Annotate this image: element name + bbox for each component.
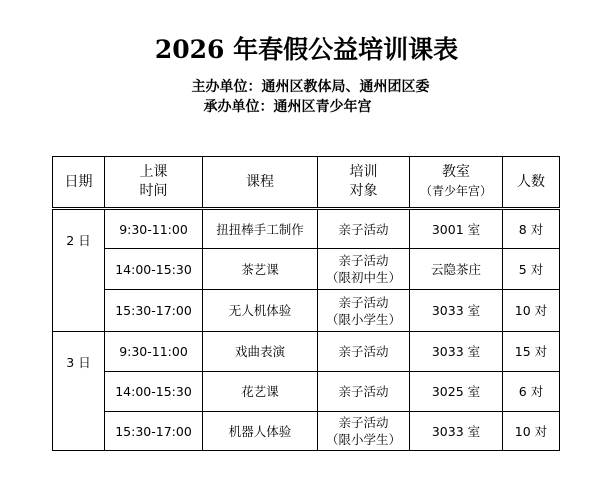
table-row [53,249,560,290]
audience-line: 亲子活动 [338,253,389,268]
header-room-line1: 教室 [442,164,470,180]
header-course: 课程 [203,157,318,209]
room-cell: 云隐茶庄 [410,249,503,290]
table-row [53,372,560,412]
count-cell: 10 对 [503,290,560,332]
header-row [53,157,560,209]
organizer-line: 主办单位：通州区教体局、通州团区委 [191,79,430,95]
room-cell: 3025 室 [410,372,503,412]
count-cell: 10 对 [503,412,560,451]
header-audience [318,157,410,209]
header-room [410,157,503,209]
table-row [53,332,560,372]
table-row [53,209,560,249]
time-cell: 15:30-17:00 [105,290,203,332]
count-cell: 5 对 [503,249,560,290]
course-cell: 花艺课 [203,372,318,412]
time-cell: 14:00-15:30 [105,372,203,412]
header-count: 人数 [503,157,560,209]
table-row [53,290,560,332]
room-cell: 3033 室 [410,412,503,451]
audience-note: （限小学生） [325,311,401,327]
header-date: 日期 [53,157,105,209]
schedule-table [52,156,560,451]
time-cell: 15:30-17:00 [105,412,203,451]
header-audience-line1: 培训 [349,164,378,180]
date-cell: 2 日 [53,209,105,332]
co-organizer-line: 承办单位：通州区青少年宫 [203,99,372,115]
room-cell: 3033 室 [410,332,503,372]
audience-cell [318,412,410,451]
count-cell: 8 对 [503,209,560,249]
audience-line: 亲子活动 [338,294,389,310]
course-cell: 机器人体验 [203,412,318,451]
course-cell: 茶艺课 [203,249,318,290]
course-cell: 扭扭棒手工制作 [203,209,318,249]
header-time-line2: 时间 [139,183,168,199]
time-cell: 9:30-11:00 [105,332,203,372]
room-cell: 3033 室 [410,290,503,332]
audience-cell [318,290,410,332]
table-row [53,412,560,451]
date-cell: 3 日 [53,332,105,451]
header-time [105,157,203,209]
header-time-line1: 上课 [139,164,168,180]
audience-note: （限小学生） [325,432,401,447]
header-room-line2: （青少年宫） [419,184,492,198]
audience-line: 亲子活动 [338,384,389,399]
page-title: 2026 年春假公益培训课表 [154,35,459,64]
time-cell: 14:00-15:30 [105,249,203,290]
room-cell: 3001 室 [410,209,503,249]
course-cell: 无人机体验 [203,290,318,332]
audience-line: 亲子活动 [338,344,389,359]
time-cell: 9:30-11:00 [105,209,203,249]
audience-cell [318,249,410,290]
audience-line: 亲子活动 [338,415,389,430]
audience-line: 亲子活动 [338,221,389,237]
course-cell: 戏曲表演 [203,332,318,372]
audience-cell [318,372,410,412]
count-cell: 15 对 [503,332,560,372]
audience-note: （限初中生） [325,270,401,285]
audience-cell [318,332,410,372]
count-cell: 6 对 [503,372,560,412]
audience-cell [318,209,410,249]
header-audience-line2: 对象 [349,183,378,199]
